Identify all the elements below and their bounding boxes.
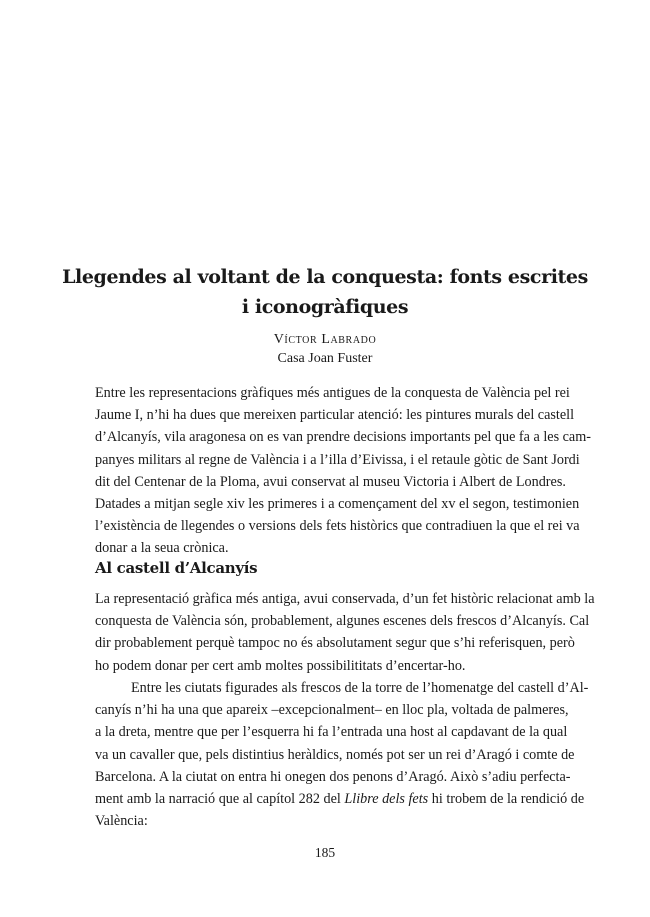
body-paragraph-2	[95, 677, 589, 832]
author-affiliation: Casa Joan Fuster	[277, 351, 373, 366]
body-line: València:	[95, 813, 148, 830]
body-line: a la dreta, mentre que per l’esquerra hi fa l’entrada una host al capdavant de la qual	[95, 724, 568, 741]
abstract-line: d’Alcanyís, vila aragonesa on es van prendre decisions importants pel que fa a les cam-	[95, 429, 591, 446]
section-heading: Al castell d’Alcanyís	[95, 559, 258, 577]
page-number: 185	[314, 845, 336, 860]
body-line: Entre les ciutats figurades als frescos de la torre de l’homenatge del castell d’Al-	[131, 680, 589, 696]
abstract-line: dit del Centenar de la Ploma, avui conservat al museu Victoria i Albert de Londres.	[95, 473, 566, 490]
abstract-line: l’existència de llegendes o versions dels fets històrics que contradiuen la que el rei va	[95, 518, 580, 535]
body-line: La representació gràfica més antiga, avui conservada, d’un fet històric relacionat amb la	[95, 591, 595, 607]
article-title	[60, 262, 590, 322]
body-paragraph-1	[95, 588, 595, 677]
body-line: Barcelona. A la ciutat on entra hi onegen dos penons d’Aragó. Això s’adiu perfecta-	[95, 768, 571, 785]
article-title-line-1: Llegendes al voltant de la conquesta: fonts escrites	[62, 266, 588, 288]
body-line-with-italic	[95, 788, 585, 810]
body-line: canyís n’hi ha una que apareix –excepcionalment– en lloc pla, voltada de palmeres,	[95, 702, 569, 719]
body-text: ment amb la narració que al capítol 282 del	[95, 791, 345, 808]
abstract-paragraph	[95, 382, 591, 560]
body-text: hi trobem de la rendició de	[428, 791, 585, 808]
abstract-line: Entre les representacions gràfiques més antigues de la conquesta de València pel rei	[95, 385, 570, 401]
abstract-line: Datades a mitjan segle xiv les primeres i a començament del xv el segon, testimonien	[95, 496, 580, 513]
abstract-line: Jaume I, n’hi ha dues que mereixen particular atenció: les pintures murals del castell	[95, 407, 575, 424]
article-title-line-2: i iconogràfiques	[241, 296, 409, 318]
body-line: va un cavaller que, pels distintius heràldics, només pot ser un rei d’Aragó i comte de	[95, 746, 575, 763]
author-name: Víctor Labrado	[273, 332, 377, 347]
book-title: Llibre dels fets	[344, 791, 429, 808]
body-line: dir probablement perquè tampoc no és absolutament segur que s’hi referisquen, però	[95, 635, 575, 652]
abstract-line: panyes militars al regne de València i a l’illa d’Eivissa, i el retaule gòtic de Sant Jordi	[95, 451, 580, 468]
abstract-line: donar a la seua crònica.	[95, 540, 229, 557]
body-line: ho podem donar per cert amb moltes possibilititats d’encertar-ho.	[95, 657, 466, 674]
body-line: conquesta de València són, probablement, algunes escenes dels frescos d’Alcanyís. Cal	[95, 613, 590, 630]
